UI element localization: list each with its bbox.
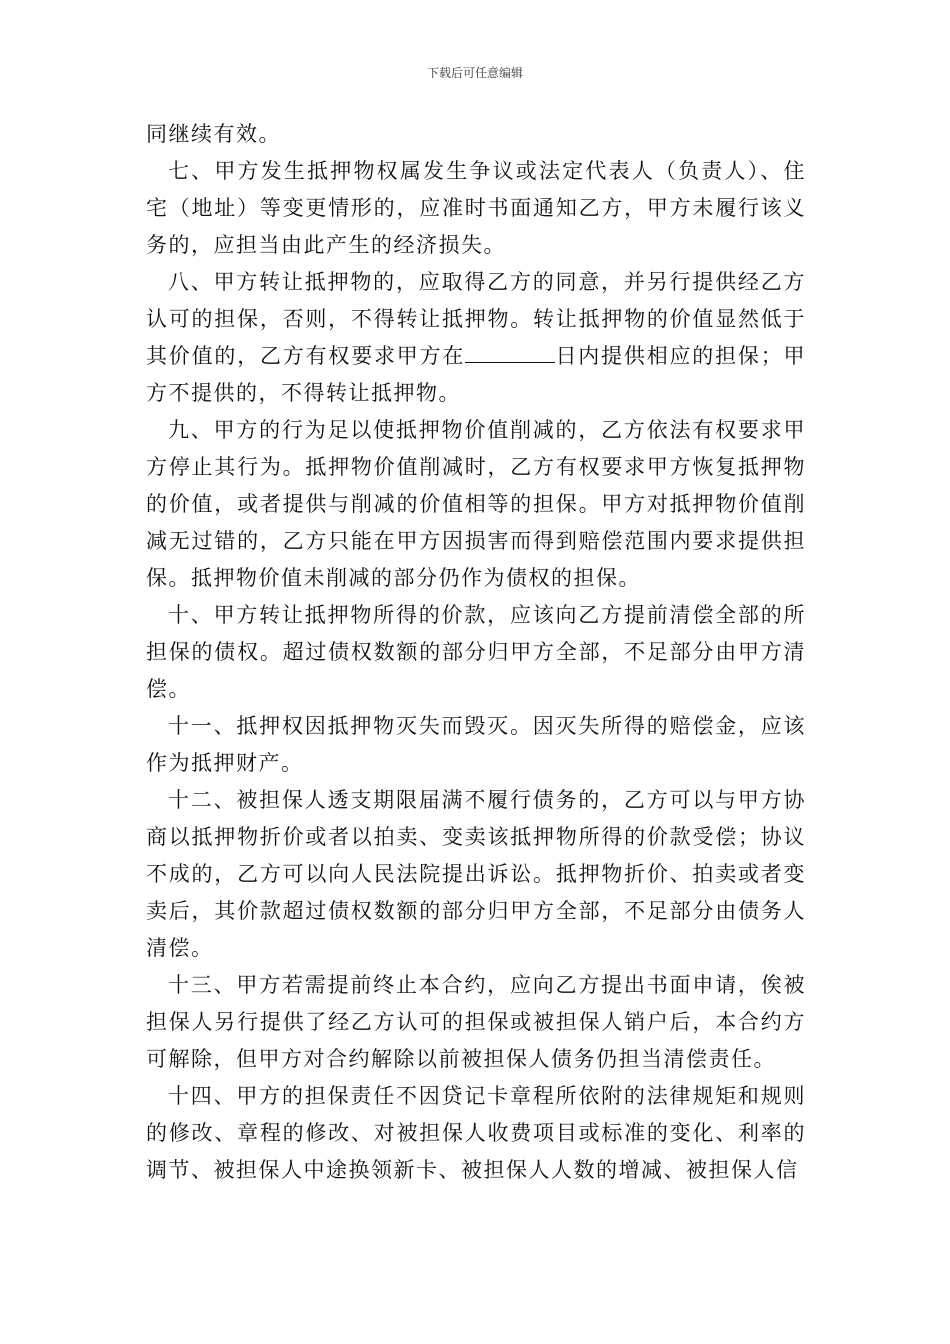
clause-11: 十一、抵押权因抵押物灭失而毁灭。因灭失所得的赔偿金，应该作为抵押财产。 [146,714,806,775]
fill-in-blank-days [465,342,555,363]
clause-7: 七、甲方发生抵押物权属发生争议或法定代表人（负责人）、住宅（地址）等变更情形的，应准时书面通知乙方，甲方未履行该义务的，应担当由此产生的经济损失。 [146,159,806,257]
clause-12: 十二、被担保人透支期限届满不履行债务的，乙方可以与甲方协商以抵押物折价或者以拍卖、变卖该抵押物所得的价款受偿；协议不成的，乙方可以向人民法院提出诉讼。抵押物折价、拍卖或者变卖后，其价款超过债权数额的部分归甲方全部，不足部分由债务人清偿。 [146,788,806,960]
clause-9: 九、甲方的行为足以使抵押物价值削减的，乙方依法有权要求甲方停止其行为。抵押物价值削减时，乙方有权要求甲方恢复抵押物的价值，或者提供与削减的价值相等的担保。甲方对抵押物价值削减无过错的，乙方只能在甲方因损害而得到赔偿范围内要求提供担保。抵押物价值未削减的部分仍作为债权的担保。 [146,418,806,590]
clause-10: 十、甲方转让抵押物所得的价款，应该向乙方提前清偿全部的所担保的债权。超过债权数额的部分归甲方全部，不足部分由甲方清偿。 [146,603,806,701]
clause-14: 十四、甲方的担保责任不因贷记卡章程所依附的法律规矩和规则的修改、章程的修改、对被担保人收费项目或标准的变化、利率的调节、被担保人中途换领新卡、被担保人人数的增减、被担保人信 [146,1084,806,1182]
clause-8-text-after: 日内提供相应的担保；甲方不提供的，不得转让抵押物。 [146,344,807,405]
clause-8-text-before: 八、甲方转让抵押物的，应取得乙方的同意，并另行提供经乙方认可的担保，否则，不得转让抵押物。转让抵押物的价值显然低于其价值的，乙方有权要求甲方在 [146,270,806,368]
paragraph-continuation: 同继续有效。 [146,122,281,146]
contract-body [146,116,806,1189]
clause-8 [146,264,806,412]
page-header-note: 下载后可任意编辑 [426,66,523,80]
clause-13: 十三、甲方若需提前终止本合约，应向乙方提出书面申请，俟被担保人另行提供了经乙方认可的担保或被担保人销户后，本合约方可解除，但甲方对合约解除以前被担保人债务仍担当清偿责任。 [146,973,806,1071]
